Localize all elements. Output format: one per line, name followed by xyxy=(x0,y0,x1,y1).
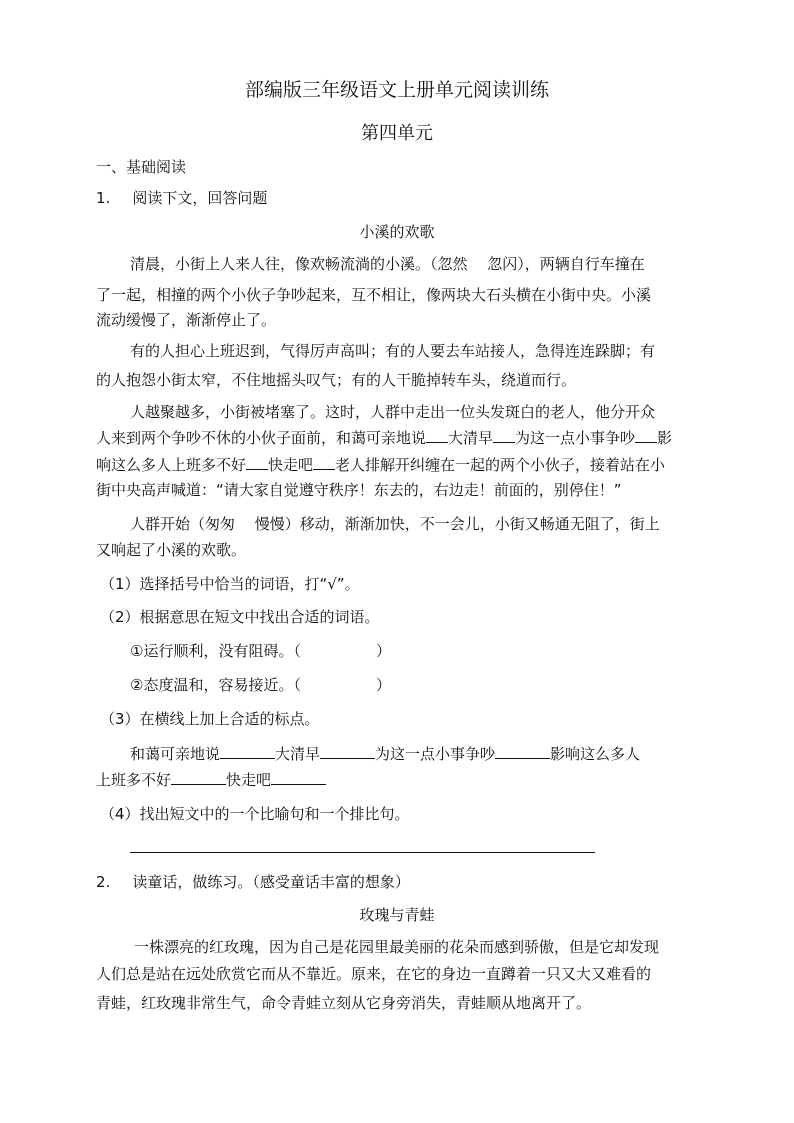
blank xyxy=(426,428,448,443)
question-number: 1. xyxy=(96,189,111,207)
text-segment: 响这么多人上班多不好 xyxy=(96,456,247,474)
paragraph-line: 街中央高声喊道：“请大家自觉遵守秩序！东去的，右边走！前面的，别停住！” xyxy=(96,481,622,499)
paragraph-line: 人越聚越多，小街被堵塞了。这时，人群中走出一位头发斑白的老人，他分开众 xyxy=(130,403,656,421)
fill-in-line xyxy=(130,744,640,764)
section-heading: 一、基础阅读 xyxy=(96,158,187,176)
sub-question-1: （1）选择括号中恰当的词语，打“√”。 xyxy=(100,575,360,593)
paragraph-line: 一株漂亮的红玫瑰，因为自己是花园里最美丽的花朵而感到骄傲，但是它却发现 xyxy=(134,938,660,956)
paragraph-line: 人们总是站在远处欣赏它而从不靠近。原来，在它的身边一直蹲着一只又大又难看的 xyxy=(96,965,652,983)
text-segment: 人来到两个争吵不休的小伙子面前，和蔼可亲地说 xyxy=(96,429,427,447)
story-title: 小溪的欢歌 xyxy=(359,223,435,241)
paragraph-line xyxy=(96,428,672,448)
paragraph-line: 流动缓慢了，渐渐停止了。 xyxy=(96,311,277,329)
paragraph-line: 了一起，相撞的两个小伙子争吵起来，互不相让，像两块大石头横在小街中央。小溪 xyxy=(96,286,652,304)
paragraph-line: 青蛙，红玫瑰非常生气，命令青蛙立刻从它身旁消失，青蛙顺从地离开了。 xyxy=(96,994,592,1012)
text-segment: 为这一点小事争吵 xyxy=(375,745,496,763)
paragraph-line xyxy=(96,455,665,475)
text-segment: 上班多不好 xyxy=(96,771,172,789)
blank xyxy=(313,455,335,470)
blank xyxy=(493,428,515,443)
sub-question-3: （3）在横线上加上合适的标点。 xyxy=(100,710,320,728)
blank xyxy=(635,428,657,443)
fill-blank[interactable] xyxy=(320,744,375,759)
paragraph-line: 有的人担心上班迟到，气得厉声高叫；有的人要去车站接人，急得连连跺脚；有 xyxy=(130,342,656,360)
paragraph-line: 清晨，小街上人来人往，像欢畅流淌的小溪。（忽然 忽闪），两辆自行车撞在 xyxy=(130,255,645,273)
fill-in-line xyxy=(96,770,326,790)
fill-blank[interactable] xyxy=(220,744,275,759)
fill-blank[interactable] xyxy=(271,770,326,785)
text-segment: 影响这么多人 xyxy=(550,745,641,763)
sub-question-2a: ①运行顺利，没有阻碍。（ ） xyxy=(130,642,391,660)
question-1 xyxy=(96,188,267,208)
blank xyxy=(246,455,268,470)
fill-blank[interactable] xyxy=(171,770,226,785)
paragraph-line: 又响起了小溪的欢歌。 xyxy=(96,541,247,559)
text-segment: 快走吧 xyxy=(226,771,272,789)
text-segment: 快走吧 xyxy=(268,456,314,474)
text-segment: 老人排解开纠缠在一起的两个小伙子，接着站在小 xyxy=(335,456,666,474)
text-segment: 和蔼可亲地说 xyxy=(130,745,221,763)
text-segment: 为这一点小事争吵 xyxy=(515,429,636,447)
paragraph-line: 人群开始（匆匆 慢慢）移动，渐渐加快，不一会儿，小街又畅通无阻了，街上 xyxy=(130,515,660,533)
question-number: 2. xyxy=(96,873,111,891)
paragraph-line: 的人抱怨小街太窄，不住地摇头叹气；有的人干脆掉转车头，绕道而行。 xyxy=(96,371,577,389)
sub-question-4: （4）找出短文中的一个比喻句和一个排比句。 xyxy=(100,805,410,823)
unit-title: 第四单元 xyxy=(361,123,433,144)
text-segment: 影 xyxy=(657,429,673,447)
story-title: 玫瑰与青蛙 xyxy=(359,906,435,924)
text-segment: 大清早 xyxy=(448,429,494,447)
question-2 xyxy=(96,872,410,892)
question-prompt: 读童话，做练习。（感受童话丰富的想象） xyxy=(132,873,410,891)
fill-blank[interactable] xyxy=(495,744,550,759)
text-segment: 大清早 xyxy=(275,745,321,763)
question-prompt: 阅读下文，回答问题 xyxy=(132,189,268,207)
page-title: 部编版三年级语文上册单元阅读训练 xyxy=(244,79,549,101)
sub-question-2b: ②态度温和，容易接近。（ ） xyxy=(130,676,391,694)
sub-question-2: （2）根据意思在短文中找出合适的词语。 xyxy=(100,608,380,626)
answer-line[interactable] xyxy=(130,852,595,853)
